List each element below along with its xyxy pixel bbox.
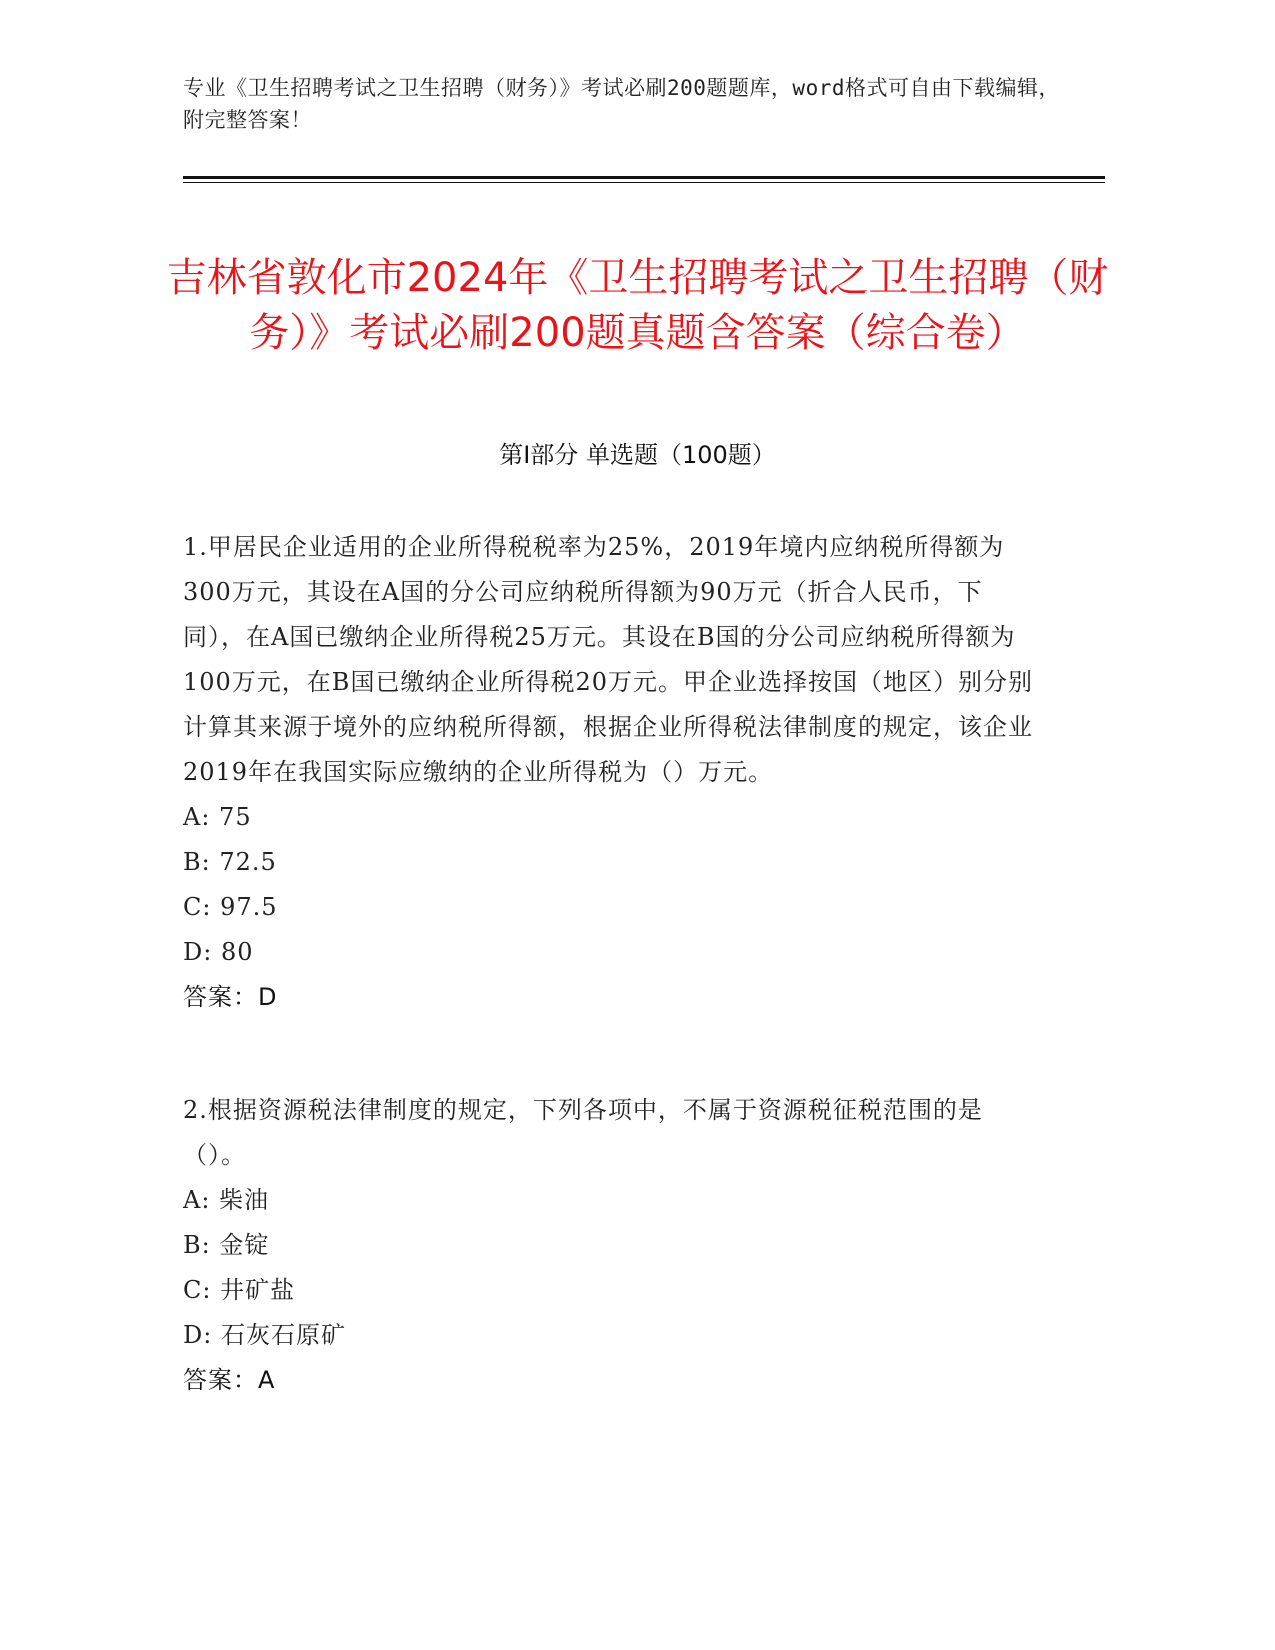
header-note: 专业《卫生招聘考试之卫生招聘（财务）》考试必刷200题题库，word格式可自由下载编辑，附完整答案！ [183,76,1060,132]
option-d: D: 石灰石原矿 [183,1321,346,1349]
answer: 答案：D [183,983,278,1011]
answer: 答案：A [183,1366,276,1394]
option-b: B: 72.5 [183,848,277,876]
section-heading: 第I部分 单选题（100题） [499,441,776,469]
header-divider-thick [183,176,1105,179]
document-title: 吉林省敦化市2024年《卫生招聘考试之卫生招聘（财务）》考试必刷200题真题含答案（综合卷） [166,254,1109,356]
option-a: A: 75 [183,803,252,831]
option-b: B: 金锭 [183,1231,270,1259]
question-1 [183,525,1043,1020]
question-2 [183,1088,1043,1403]
question-stem: 1.甲居民企业适用的企业所得税税率为25%，2019年境内应纳税所得额为300万元，其设在A国的分公司应纳税所得额为90万元（折合人民币，下同），在A国已缴纳企业所得税25万元。其设在B国的分公司应纳税所得额为100万元，在B国已缴纳企业所得税20万元。甲企业选择按国（地区）别分别计算其来源于境外的应纳税所得额，根据企业所得税法律制度的规定，该企业2019年在我国实际应缴纳的企业所得税为（）万元。 [183,533,1033,786]
question-stem: 2.根据资源税法律制度的规定，下列各项中，不属于资源税征税范围的是（）。 [183,1096,983,1169]
header-divider-thin [183,182,1105,183]
option-c: C: 97.5 [183,893,278,921]
option-a: A: 柴油 [183,1186,270,1214]
option-d: D: 80 [183,938,254,966]
option-c: C: 井矿盐 [183,1276,296,1304]
